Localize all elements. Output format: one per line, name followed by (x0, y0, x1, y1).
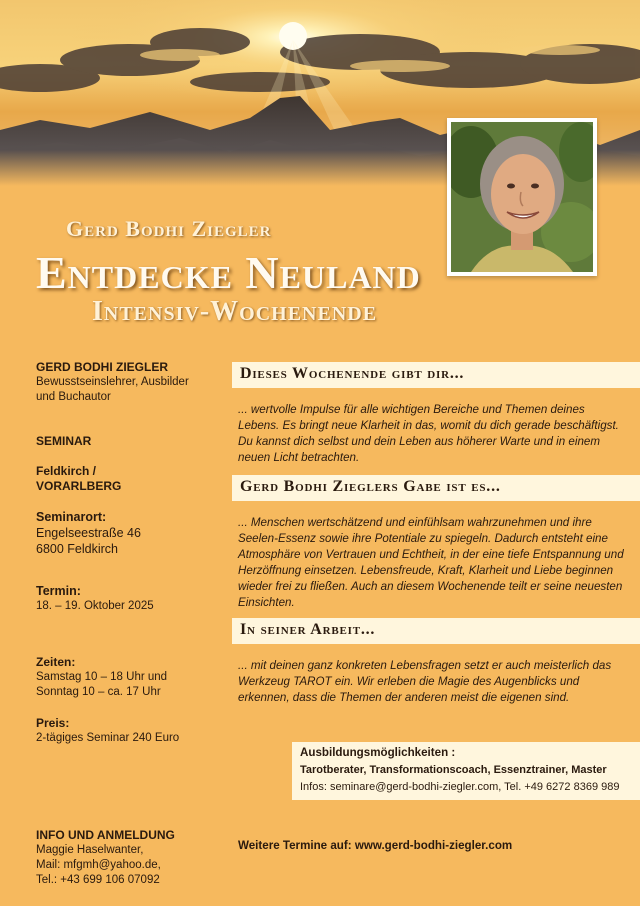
price-value: 2-tägiges Seminar 240 Euro (36, 732, 180, 744)
times-line2: Sonntag 10 – ca. 17 Uhr (36, 686, 161, 698)
venue-line1: Engelseestraße 46 (36, 526, 141, 540)
author-heading: Gerd Bodhi Ziegler (66, 216, 272, 241)
section-text-gift: ... Menschen wertschätzend und einfühlsam wahrzunehmen und ihre Seelen-Essenz sowie ihre Potentiale zu spiegeln. Dadurch entsteht eine Atmosphäre von Vertrauen und Echtheit, in der eine tiefe Entspannung und Herzöffnung einsetzen. Lebensfreude, Kraft, Klarheit und Liebe beginnen wieder frei zu fließen. Auch an diesem Wochenende teilt er seine neuesten Einsichten. (238, 516, 624, 609)
event-subtitle: Intensiv-Wochenende (92, 296, 378, 327)
seminar-label-block (36, 434, 236, 449)
section-text-weekend: ... wertvolle Impulse für alle wichtigen Bereiche und Themen deines Lebens. Es bringt neue Klarheit in das, womit du dich gerade beschäftigst. Du kannst dich selbst und dein Leben aus höherer Warte und in einem neuen Licht betrachten. (238, 403, 619, 464)
contact-phone: Tel.: +43 699 106 07092 (36, 874, 160, 886)
location-block (36, 464, 236, 494)
seminar-label: SEMINAR (36, 434, 92, 448)
more-dates-link[interactable]: Weitere Termine auf: www.gerd-bodhi-ziegler.com (238, 839, 513, 852)
location-line2: VORARLBERG (36, 479, 122, 493)
contact-label: INFO UND ANMELDUNG (36, 828, 175, 842)
section-heading-gift: Gerd Bodhi Zieglers Gabe ist es... (240, 478, 501, 495)
presenter-name: GERD BODHI ZIEGLER (36, 360, 169, 374)
venue-block (36, 510, 236, 557)
section-banner-gift (232, 475, 640, 501)
training-info[interactable]: Infos: seminare@gerd-bodhi-ziegler.com, Tel. +49 6272 8369 989 (300, 781, 620, 793)
contact-block (36, 828, 236, 888)
presenter-block (36, 360, 236, 405)
price-label: Preis: (36, 716, 70, 730)
times-line1: Samstag 10 – 18 Uhr und (36, 671, 168, 683)
section-banner-weekend (232, 362, 640, 388)
location-line1: Feldkirch / (36, 464, 97, 478)
presenter-role-line2: und Buchautor (36, 391, 111, 403)
event-title: Entdecke Neuland (36, 247, 421, 298)
section-banner-work (232, 618, 640, 644)
contact-name: Maggie Haselwanter, (36, 844, 144, 856)
author-portrait (447, 118, 597, 276)
training-title: Ausbildungsmöglichkeiten : (300, 746, 456, 759)
section-heading-weekend: Dieses Wochenende gibt dir... (240, 365, 465, 382)
venue-line2: 6800 Feldkirch (36, 542, 118, 556)
section-heading-work: In seiner Arbeit... (240, 621, 376, 638)
date-block (36, 584, 236, 614)
training-box (292, 742, 640, 800)
contact-email: Mail: mfgmh@yahoo.de, (36, 859, 161, 871)
date-label: Termin: (36, 584, 81, 598)
price-block (36, 716, 236, 746)
training-courses: Tarotberater, Transformationscoach, Essenztrainer, Master (300, 764, 607, 776)
venue-label: Seminarort: (36, 510, 107, 524)
date-value: 18. – 19. Oktober 2025 (36, 600, 154, 612)
times-label: Zeiten: (36, 655, 76, 669)
section-text-work: ... mit deinen ganz konkreten Lebensfragen setzt er auch meisterlich das Werkzeug TAROT ein. Wir erleben die Magie des Augenblicks und erkennen, dass die Themen der anderen meist die eigenen sind. (238, 659, 612, 704)
presenter-role-line1: Bewusstseinslehrer, Ausbilder (36, 376, 189, 388)
portrait-photo (451, 122, 593, 272)
times-block (36, 655, 236, 700)
